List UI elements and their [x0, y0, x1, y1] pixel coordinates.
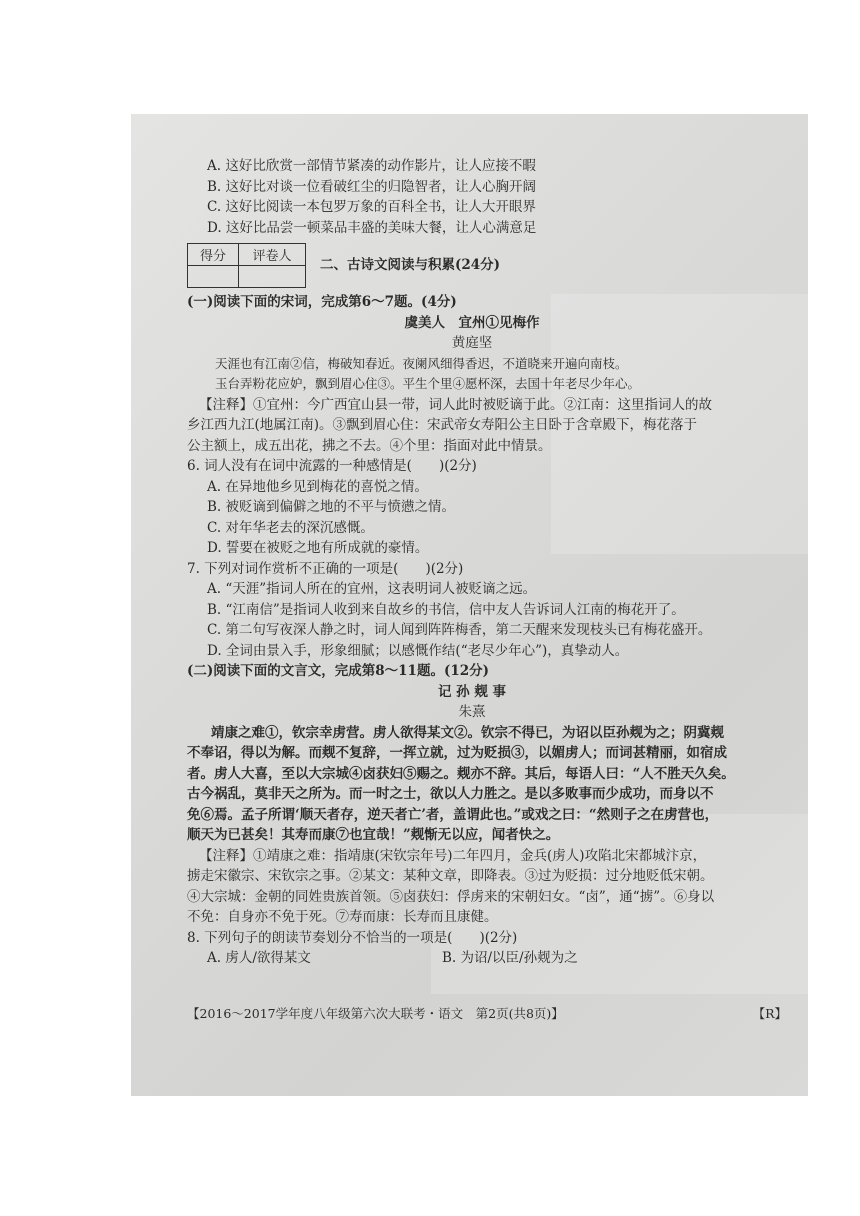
prose-notes — [187, 846, 757, 928]
prose-note-line: 【注释】①靖康之难：指靖康(宋钦宗年号)二年四月，金兵(虏人)攻陷北宋都城汴京， — [199, 847, 707, 864]
question-7 — [187, 559, 757, 662]
section2-header — [187, 243, 757, 288]
question-8 — [187, 928, 757, 969]
q8-stem: 8. 下列句子的朗读节奏划分不恰当的一项是( )(2分) — [187, 929, 518, 946]
prose-note-line: ④大宗城：金朝的同姓贵族首领。⑤卤获妇：俘虏来的宋朝妇女。“卤”，通“掳”。⑥身以 — [187, 888, 715, 905]
prose-author: 朱熹 — [458, 704, 486, 720]
section2-title: 二、古诗文阅读与积累(24分) — [320, 257, 501, 274]
q5-option-d: D. 这好比品尝一顿菜品丰盛的美味大餐，让人心满意足 — [207, 219, 537, 236]
prose-body — [187, 723, 757, 846]
poem-note-line: 【注释】①宜州：今广西宜山县一带，词人此时被贬谪于此。②江南：这里指词人的故 — [199, 396, 712, 413]
part2-intro: (二)阅读下面的文言文，完成第8～11题。(12分) — [187, 663, 490, 679]
prose-note-line: 掳走宋徽宗、宋钦宗之事。②某文：某种文章，即降表。③过为贬损：过分地贬低宋朝。 — [187, 868, 714, 884]
poem-note-line: 乡江西九江(地属江南)。③飘到眉心住：宋武帝女寿阳公主日卧于含章殿下，梅花落于 — [187, 417, 698, 433]
prose-note-line: 不免：自身亦不免于死。⑦寿而康：长寿而且康健。 — [187, 909, 498, 925]
prose-line: 者。虏人大喜，至以大宗城④卤获妇⑤赐之。觌亦不辞。其后，每语人曰：“人不胜天久矣。 — [187, 765, 735, 782]
q6-option-d: D. 誓要在被贬之地有所成就的豪情。 — [207, 540, 429, 556]
q6-option-a: A. 在异地他乡见到梅花的喜悦之情。 — [207, 478, 428, 495]
poem-note-line: 公主额上，成五出花，拂之不去。④个里：指面对此中情景。 — [187, 437, 552, 454]
prose-title: 记 孙 觌 事 — [437, 683, 507, 700]
q7-option-d: D. 全词由景入手，形象细腻；以感慨作结(“老尽少年心”)，真挚动人。 — [207, 642, 629, 659]
q5-option-c: C. 这好比阅读一本包罗万象的百科全书，让人大开眼界 — [207, 199, 536, 215]
prose-line: 古今祸乱，莫非天之所为。而一时之士，欲以人力胜之。是以多败事而少成功，而身以不 — [187, 786, 714, 802]
exam-content — [187, 156, 757, 969]
score-cell — [188, 266, 239, 288]
exam-paper-photo — [131, 114, 808, 1096]
q8-option-a: A. 虏人/欲得某文 — [207, 950, 311, 966]
q5-option-b: B. 这好比对谈一位看破红尘的归隐智者，让人心胸开阔 — [207, 178, 537, 195]
footer-exam-info: 【2016～2017学年度八年级第六次大联考・语文 第2页(共8页)】 — [187, 1006, 564, 1021]
question-6 — [187, 456, 757, 559]
score-label: 得分 — [188, 244, 239, 266]
q5-option-a: A. 这好比欣赏一部情节紧凑的动作影片，让人应接不暇 — [207, 158, 536, 174]
q6-stem: 6. 词人没有在词中流露的一种感情是( )(2分) — [187, 458, 477, 474]
poem-notes — [187, 395, 757, 457]
grader-label: 评卷人 — [239, 244, 306, 266]
grader-cell — [239, 266, 306, 288]
poem-title: 虞美人 宜州①见梅作 — [404, 314, 540, 331]
prose-line: 靖康之难①，钦宗幸虏营。虏人欲得某文②。钦宗不得已，为诏以臣孙觌为之；阴冀觌 — [211, 724, 724, 741]
prose-line: 顺天为已甚矣！其寿而康⑦也宜哉！”觌惭无以应，闻者快之。 — [187, 827, 560, 843]
q6-option-b: B. 被贬谪到偏僻之地的不平与愤懑之情。 — [207, 499, 456, 515]
q6-option-c: C. 对年华老去的深沉感慨。 — [207, 519, 374, 536]
prose-line: 免⑥焉。孟子所谓‘顺天者存，逆天者亡’者，盖谓此也。”或戏之曰：“然则子之在虏营也， — [187, 806, 719, 823]
q5-options — [187, 156, 757, 238]
q7-option-a: A. “天涯”指词人所在的宜州，这表明词人被贬谪之远。 — [207, 581, 537, 597]
part1-intro: (一)阅读下面的宋词，完成第6～7题。(4分) — [187, 294, 457, 310]
footer-version-mark: 【R】 — [752, 1006, 787, 1021]
prose-line: 不奉诏，得以为解。而觌不复辞，一挥立就，过为贬损③，以媚虏人；而词甚精丽，如宿成 — [187, 745, 727, 761]
score-table — [187, 243, 306, 288]
page-footer — [187, 1004, 787, 1022]
q8-options-row — [187, 948, 757, 969]
q8-option-b: B. 为诏/以臣/孙觌为之 — [442, 950, 578, 966]
poem-line-1: 天涯也有江南②信，梅破知春近。夜阑风细得香迟，不道晓来开遍向南枝。 — [215, 355, 628, 371]
poem-line-2: 玉台弄粉花应妒，飘到眉心住③。平生个里④愿杯深，去国十年老尽少年心。 — [215, 376, 641, 391]
poem-author: 黄庭坚 — [451, 335, 493, 351]
q7-stem: 7. 下列对词作赏析不正确的一项是( )(2分) — [187, 560, 464, 577]
q7-option-b: B. “江南信”是指词人收到来自故乡的书信，信中友人告诉词人江南的梅花开了。 — [207, 601, 685, 618]
q7-option-c: C. 第二句写夜深人静之时，词人闻到阵阵梅香，第二天醒来发现枝头已有梅花盛开。 — [207, 622, 712, 638]
